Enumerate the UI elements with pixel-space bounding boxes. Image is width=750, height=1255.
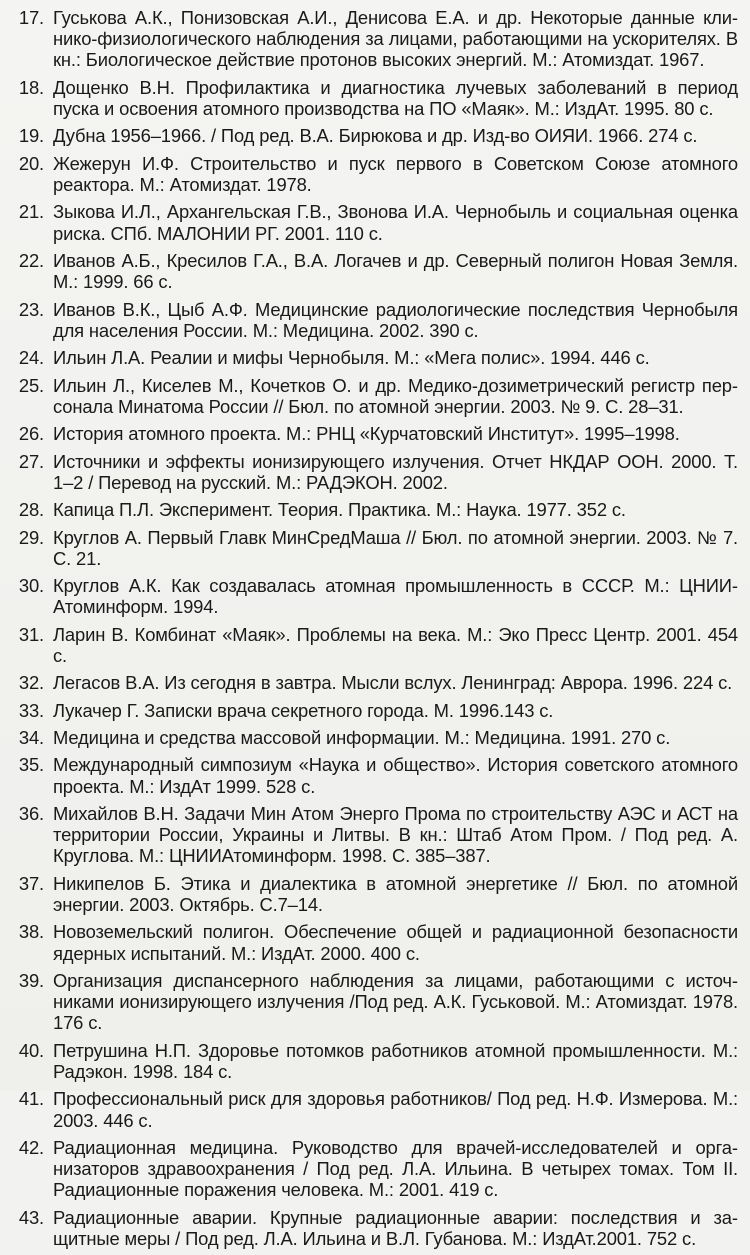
reference-item xyxy=(16,1137,738,1201)
reference-item xyxy=(16,575,738,617)
reference-number: 31. xyxy=(18,623,44,645)
reference-item xyxy=(16,250,738,292)
reference-item xyxy=(16,347,738,368)
reference-text: Организация диспансерного наблюдения за лицами, работающими с источниками ионизирующего излучения /Под ред. А.К. Гуськовой. М.: Атомиздат. 1978. 176 с. xyxy=(53,970,738,1034)
reference-item xyxy=(16,921,738,963)
reference-text: Ларин В. Комбинат «Маяк». Проблемы на века. М.: Эко Пресс Центр. 2001. 454 с. xyxy=(53,623,738,666)
reference-number: 37. xyxy=(18,872,44,894)
reference-item xyxy=(16,499,738,520)
reference-text: Михайлов В.Н. Задачи Мин Атом Энерго Прома по строительству АЭС и АСТ на территории России, Украины и Литвы. В кн.: Штаб Атом Пром. / Под ред. А. Круглова. М.: ЦНИИАтоминформ. 1998. С. 385–387. xyxy=(53,803,738,867)
reference-number: 42. xyxy=(18,1137,44,1159)
reference-text: Международный симпозиум «Наука и общество». История советского атомного проекта. М.: ИздАт 1999. 528 с. xyxy=(53,754,738,797)
reference-number: 27. xyxy=(18,450,44,472)
reference-text: Профессиональный риск для здоровья работников/ Под ред. Н.Ф. Измерова. М.: 2003. 446 с. xyxy=(53,1088,738,1131)
reference-text: Круглов А.К. Как создавалась атомная промышленность в СССР. М.: ЦНИИАтоминформ. 1994. xyxy=(53,575,738,618)
reference-number: 19. xyxy=(18,125,44,147)
reference-text: Дощенко В.Н. Профилактика и диагностика лучевых заболеваний в период пуска и освоения атомного производства на ПО «Маяк». М.: ИздАт. 1995. 80 с. xyxy=(53,76,738,119)
reference-item xyxy=(16,624,738,666)
reference-text: Радиационная медицина. Руководство для врачей-исследователей и организаторов здравоохранения / Под ред. Л.А. Ильина. В четырех томах. Том II. Радиационные поражения человека. М.: 2001. 419 с. xyxy=(53,1137,738,1201)
reference-item xyxy=(16,153,738,195)
reference-text: Ильин Л., Киселев М., Кочетков О. и др. Медико-дозиметрический регистр персонала Минатома России // Бюл. по атомной энергии. 2003. № 9. С. 28–31. xyxy=(53,374,738,417)
reference-number: 38. xyxy=(18,921,44,943)
reference-item xyxy=(16,970,738,1034)
reference-item xyxy=(16,423,738,444)
reference-number: 21. xyxy=(18,201,44,223)
reference-text: Радиационные аварии. Крупные радиационные аварии: последствия и защитные меры / Под ред. Л.А. Ильина и В.Л. Губанова. М.: ИздАт.2001. 752 с. xyxy=(53,1206,738,1250)
reference-item xyxy=(16,803,738,867)
reference-number: 17. xyxy=(18,7,44,28)
reference-number: 18. xyxy=(18,76,44,98)
reference-item xyxy=(16,125,738,146)
reference-number: 30. xyxy=(18,575,44,597)
reference-text: Гуськова А.К., Понизовская А.И., Денисова Е.А. и др. Некоторые данные клинико-физиологического наблюдения за лицами, работающими на ускорителях. В кн.: Биологическое действие протонов высоких энергий. М.: Атомиздат. 1967. xyxy=(53,7,738,71)
reference-number: 39. xyxy=(18,970,44,992)
reference-text: Иванов В.К., Цыб А.Ф. Медицинские радиологические последствия Чернобыля для населения России. М.: Медицина. 2002. 390 с. xyxy=(53,298,738,341)
reference-item xyxy=(16,1207,738,1249)
reference-item xyxy=(16,754,738,796)
reference-number: 29. xyxy=(18,526,44,548)
reference-number: 24. xyxy=(18,347,44,369)
reference-text: Легасов В.А. Из сегодня в завтра. Мысли вслух. Ленинград: Аврора. 1996. 224 с. xyxy=(53,672,733,694)
reference-text: Жежерун И.Ф. Строительство и пуск первого в Советском Союзе атомного реактора. М.: Атомиздат. 1978. xyxy=(53,152,738,195)
reference-item xyxy=(16,700,738,721)
reference-text: Ильин Л.А. Реалии и мифы Чернобыля. М.: «Мега полис». 1994. 446 с. xyxy=(53,347,650,369)
reference-text: Зыкова И.Л., Архангельская Г.В., Звонова И.А. Чернобыль и социальная оценка риска. СПб. МАЛОНИИ РГ. 2001. 110 с. xyxy=(53,201,738,244)
reference-number: 23. xyxy=(18,298,44,320)
reference-item xyxy=(16,451,738,493)
reference-text: Иванов А.Б., Кресилов Г.А., В.А. Логачев и др. Северный полигон Новая Земля. М.: 1999. 66 с. xyxy=(53,249,738,293)
reference-item xyxy=(16,873,738,915)
reference-item xyxy=(16,727,738,748)
reference-number: 43. xyxy=(18,1206,44,1228)
reference-item xyxy=(16,201,738,243)
reference-item xyxy=(16,527,738,569)
reference-number: 22. xyxy=(18,249,44,271)
reference-item xyxy=(16,77,738,119)
reference-item xyxy=(16,375,738,417)
reference-text: Дубна 1956–1966. / Под ред. В.А. Бирюкова и др. Изд-во ОИЯИ. 1966. 274 с. xyxy=(53,125,698,147)
reference-item xyxy=(16,1040,738,1082)
reference-text: Новоземельский полигон. Обеспечение общей и радиационной безопасности ядерных испытаний. М.: ИздАт. 2000. 400 с. xyxy=(53,921,738,964)
reference-number: 34. xyxy=(18,727,44,749)
reference-list xyxy=(16,7,738,1255)
reference-number: 25. xyxy=(18,374,44,396)
reference-text: Источники и эффекты ионизирующего излучения. Отчет НКДАР ООН. 2000. Т. 1–2 / Перевод на русский. М.: РАДЭКОН. 2002. xyxy=(53,450,738,493)
reference-number: 35. xyxy=(18,754,44,776)
reference-text: Медицина и средства массовой информации. М.: Медицина. 1991. 270 с. xyxy=(53,727,671,749)
reference-number: 33. xyxy=(18,699,44,721)
reference-number: 41. xyxy=(18,1088,44,1110)
reference-text: Капица П.Л. Эксперимент. Теория. Практика. М.: Наука. 1977. 352 с. xyxy=(53,499,626,521)
reference-number: 20. xyxy=(18,152,44,174)
reference-number: 36. xyxy=(18,803,44,825)
reference-number: 26. xyxy=(18,423,44,445)
reference-number: 32. xyxy=(18,672,44,694)
reference-item xyxy=(16,672,738,693)
reference-text: Лукачер Г. Записки врача секретного города. М. 1996.143 с. xyxy=(53,699,554,721)
reference-item xyxy=(16,1088,738,1130)
reference-number: 28. xyxy=(18,499,44,521)
reference-text: Петрушина Н.П. Здоровье потомков работников атомной промышленности. М.: Радэкон. 1998. 184 с. xyxy=(53,1039,738,1083)
reference-text: Круглов А. Первый Главк МинСредМаша // Бюл. по атомной энергии. 2003. № 7. С. 21. xyxy=(53,526,738,569)
reference-number: 40. xyxy=(18,1039,44,1061)
reference-text: Никипелов Б. Этика и диалектика в атомной энергетике // Бюл. по атомной энергии. 2003. Октябрь. С.7–14. xyxy=(53,872,738,916)
reference-item xyxy=(16,299,738,341)
reference-text: История атомного проекта. М.: РНЦ «Курчатовский Институт». 1995–1998. xyxy=(53,423,680,445)
reference-item xyxy=(16,7,738,71)
